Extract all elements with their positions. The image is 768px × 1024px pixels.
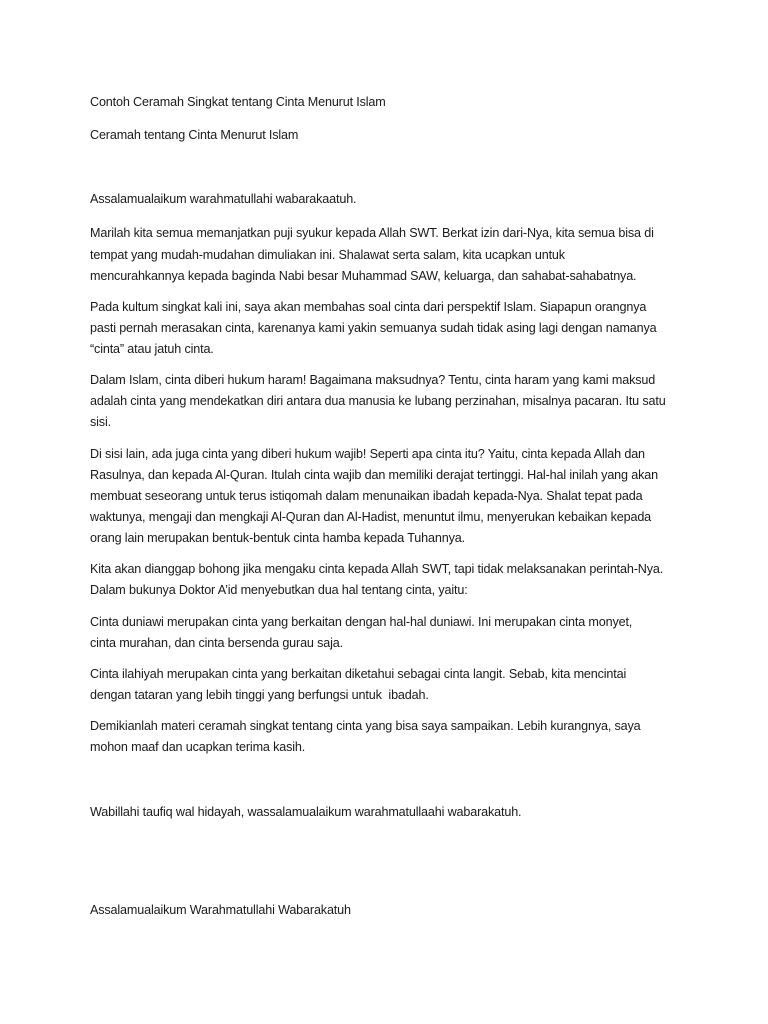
paragraph-line: orang lain merupakan bentuk-bentuk cinta hamba kepada Tuhannya. [90, 531, 465, 545]
document-title: Contoh Ceramah Singkat tentang Cinta Menurut Islam [90, 95, 386, 109]
document-subtitle: Ceramah tentang Cinta Menurut Islam [90, 128, 299, 142]
paragraph-line: sisi. [90, 415, 111, 429]
paragraph-line: mohon maaf dan ucapkan terima kasih. [90, 740, 306, 754]
opening-greeting: Assalamualaikum warahmatullahi wabarakaatuh. [90, 192, 357, 206]
paragraph-line: Dalam Islam, cinta diberi hukum haram! Bagaimana maksudnya? Tentu, cinta haram yang kami maksud [90, 373, 656, 387]
paragraph-line: mencurahkannya kepada baginda Nabi besar Muhammad SAW, keluarga, dan sahabat-sahabatnya. [90, 269, 637, 283]
paragraph-line: Di sisi lain, ada juga cinta yang diberi hukum wajib! Seperti apa cinta itu? Yaitu, cinta kepada Allah dan [90, 447, 645, 461]
paragraph-line: Cinta duniawi merupakan cinta yang berkaitan dengan hal-hal duniawi. Ini merupakan cinta monyet, [90, 615, 633, 629]
paragraph-line: membuat seseorang untuk terus istiqomah dalam menunaikan ibadah kepada-Nya. Shalat tepat pada [90, 489, 643, 503]
paragraph-line: Rasulnya, dan kepada Al-Quran. Itulah cinta wajib dan memiliki derajat tertinggi. Hal-hal inilah yang akan [90, 468, 658, 482]
paragraph-line: waktunya, mengaji dan mengkaji Al-Quran dan Al-Hadist, menuntut ilmu, menyerukan kebaikan kepada [90, 510, 652, 524]
closing-line: Wabillahi taufiq wal hidayah, wassalamualaikum warahmatullaahi wabarakatuh. [90, 805, 522, 819]
paragraph-line: tempat yang mudah-mudahan dimuliakan ini. Shalawat serta salam, kita ucapkan untuk [90, 248, 565, 262]
paragraph-line: “cinta” atau jatuh cinta. [90, 342, 214, 356]
paragraph-line: Dalam bukunya Doktor A’id menyebutkan dua hal tentang cinta, yaitu: [90, 583, 468, 597]
paragraph-line: pasti pernah merasakan cinta, karenanya kami yakin semuanya sudah tidak asing lagi dengan namanya [90, 321, 657, 335]
paragraph-line: Marilah kita semua memanjatkan puji syukur kepada Allah SWT. Berkat izin dari-Nya, kita semua bisa di [90, 226, 654, 240]
final-greeting: Assalamualaikum Warahmatullahi Wabarakatuh [90, 903, 351, 917]
paragraph-line: cinta murahan, dan cinta bersenda gurau saja. [90, 636, 343, 650]
paragraph-line: Cinta ilahiyah merupakan cinta yang berkaitan diketahui sebagai cinta langit. Sebab, kita mencintai [90, 667, 627, 681]
paragraph-line: Pada kultum singkat kali ini, saya akan membahas soal cinta dari perspektif Islam. Siapapun orangnya [90, 300, 647, 314]
paragraph-line: Demikianlah materi ceramah singkat tentang cinta yang bisa saya sampaikan. Lebih kurangnya, saya [90, 719, 641, 733]
paragraph-line: dengan tataran yang lebih tinggi yang berfungsi untuk ibadah. [90, 688, 429, 702]
paragraph-line: adalah cinta yang mendekatkan diri antara dua manusia ke lubang perzinahan, misalnya pacaran. Itu satu [90, 394, 666, 408]
paragraph-line: Kita akan dianggap bohong jika mengaku cinta kepada Allah SWT, tapi tidak melaksanakan perintah-Nya. [90, 562, 664, 576]
